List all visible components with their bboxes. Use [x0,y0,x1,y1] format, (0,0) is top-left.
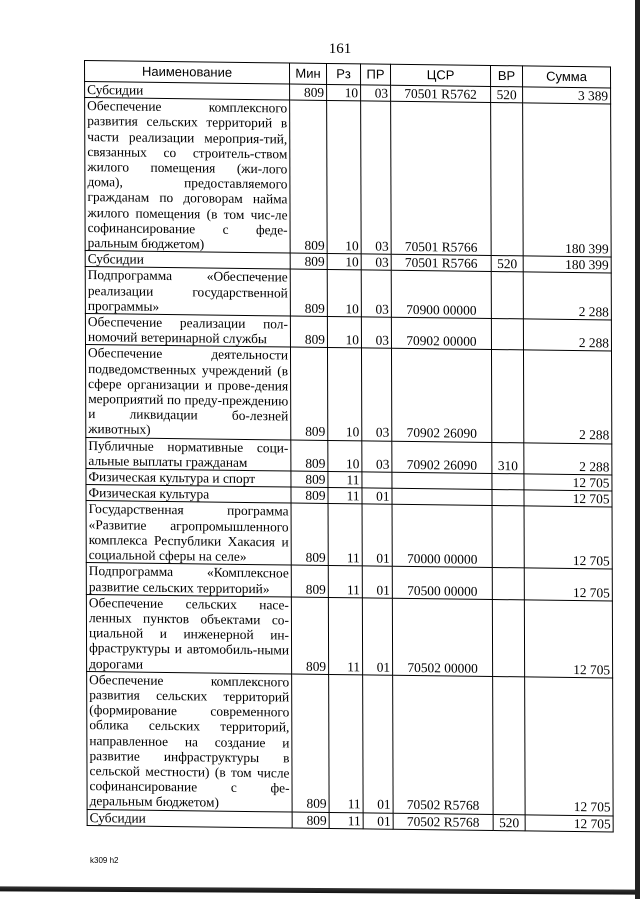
scan-right-edge [635,0,640,899]
row-name: Субсидии [85,251,290,270]
row-sum: 12 705 [525,814,613,831]
row-min: 809 [290,100,328,253]
row-rz: 10 [327,84,361,101]
row-sum: 2 288 [523,350,611,443]
row-vr: 520 [491,256,523,273]
row-vr: 520 [493,814,525,831]
budget-table [84,60,614,832]
row-min: 809 [291,597,328,674]
row-name: Публичные нормативные соци-альные выплаты гражданам [86,437,291,471]
row-vr [492,490,524,507]
row-min: 809 [290,347,327,440]
header-rz: Рз [327,63,361,84]
row-csr: 70502 R5768 [393,813,493,830]
row-min: 809 [290,316,327,348]
row-vr [492,474,524,491]
row-name: Обеспечение комплексного развития сельских территорий (формирование современного облика сельских территорий, направленное на создание и развитие инфраструктуры в сельской местности) (в том числе софинансирование с фе-деральным бюджетом) [87,671,292,811]
row-pr: 03 [361,317,391,349]
row-pr: 03 [361,270,391,317]
row-name: Государственная программа «Развитие агропромышленного комплекса Республики Хакасия и социальной сферы на селе» [86,501,291,565]
row-name: Физическая культура и спорт [86,469,291,488]
row-pr: 01 [363,812,393,829]
table-row [86,594,612,677]
row-csr [392,472,492,489]
row-csr: 70502 R5768 [393,675,493,814]
table-row [86,501,612,569]
row-sum: 180 399 [523,103,612,257]
row-name: Обеспечение сельских насе-ленных пунктов объектами со-циальной и инженерной ин-фраструктуры и автомобиль-ными дорогами [86,594,291,674]
row-rz: 11 [328,472,362,489]
row-pr: 01 [362,598,392,675]
row-min: 809 [291,471,328,488]
row-vr [492,506,524,568]
row-csr: 70000 00000 [392,505,492,568]
row-sum: 2 288 [523,319,611,351]
row-rz: 11 [328,597,362,674]
row-rz: 10 [327,254,361,271]
row-csr: 70902 26090 [391,349,491,442]
row-csr: 70902 26090 [392,441,492,474]
table-row [85,345,611,444]
footer-code: k309 h2 [90,856,119,865]
row-name: Обеспечение деятельности подведомственных учреждений (в сфере организации и прове-дения мероприятий по преду-преждению и ликвидации бо-лезней животных) [85,345,290,440]
row-min: 809 [290,84,327,101]
header-vr: ВР [490,65,522,86]
row-pr: 03 [361,85,391,102]
row-sum: 2 288 [524,443,612,475]
row-vr [492,568,524,600]
row-pr: 01 [362,488,392,505]
row-rz: 10 [327,317,361,349]
row-rz: 11 [329,674,363,812]
row-min: 809 [291,565,328,597]
row-pr: 01 [363,675,393,813]
header-csr: ЦСР [390,64,490,86]
table-row [87,671,613,815]
row-pr: 03 [362,441,392,473]
row-csr: 70902 00000 [391,317,491,350]
row-name: Обеспечение комплексного развития сельских территорий в части реализации мероприя-тий, связанных со строитель-ством жилого помещения (жи-лого дома), предоставляемого гражданам по договорам найма жилого помещения (в том чис-ле софинансирование с феде-ральным бюджетом) [85,98,291,254]
row-sum: 12 705 [524,506,612,569]
row-sum: 12 705 [525,677,613,816]
row-sum: 12 705 [524,490,612,507]
row-name: Физическая культура [86,485,291,504]
row-rz: 11 [328,566,362,598]
row-vr [492,599,524,676]
row-sum: 3 389 [523,87,611,104]
row-rz: 10 [327,101,362,254]
row-pr: 01 [362,504,392,566]
row-min: 809 [290,253,327,270]
row-vr [493,676,525,814]
row-sum: 12 705 [524,568,612,600]
row-min: 809 [291,504,328,566]
row-vr [491,319,523,351]
row-csr: 70502 00000 [392,598,492,676]
row-rz: 10 [327,270,361,317]
row-min: 809 [291,440,328,472]
row-sum: 180 399 [523,256,611,273]
row-vr: 520 [491,86,523,103]
page-number: 161 [328,41,352,57]
row-vr [491,103,524,256]
row-pr: 03 [361,101,392,254]
scan-bottom-edge [0,886,640,894]
row-pr [362,472,392,489]
header-pr: ПР [361,64,391,85]
row-rz: 10 [328,440,362,472]
row-csr: 70501 R5766 [391,254,491,271]
row-rz: 11 [328,488,362,505]
row-pr: 03 [361,348,391,441]
row-vr [491,272,523,319]
row-pr: 03 [361,254,391,271]
row-csr [392,489,492,506]
row-csr: 70501 R5766 [391,101,492,255]
row-name: Обеспечение реализации пол-номочий ветеринарной службы [85,314,290,348]
row-sum: 12 705 [524,600,612,678]
row-min: 809 [292,812,329,829]
row-sum: 12 705 [524,474,612,491]
row-csr: 70900 00000 [391,271,491,319]
header-sum: Сумма [522,66,610,88]
row-vr [491,350,523,443]
table-row [85,98,612,257]
row-rz: 11 [329,812,363,829]
row-sum: 2 288 [523,272,611,320]
row-rz: 10 [327,348,361,441]
row-vr: 310 [492,442,524,474]
table-row [85,267,611,320]
row-name: Подпрограмма «Комплексное развитие сельских территорий» [86,563,291,597]
row-min: 809 [291,487,328,504]
row-csr: 70500 00000 [392,567,492,600]
row-min: 809 [290,269,327,316]
row-pr: 01 [362,566,392,598]
row-name: Субсидии [85,82,290,101]
header-min: Мин [290,63,327,84]
row-name: Подпрограмма «Обеспечение реализации государственной программы» [85,267,290,316]
row-min: 809 [292,674,329,812]
row-csr: 70501 R5762 [391,85,491,102]
row-rz: 11 [328,504,362,566]
row-name: Субсидии [87,809,292,828]
header-name: Наименование [85,61,290,85]
